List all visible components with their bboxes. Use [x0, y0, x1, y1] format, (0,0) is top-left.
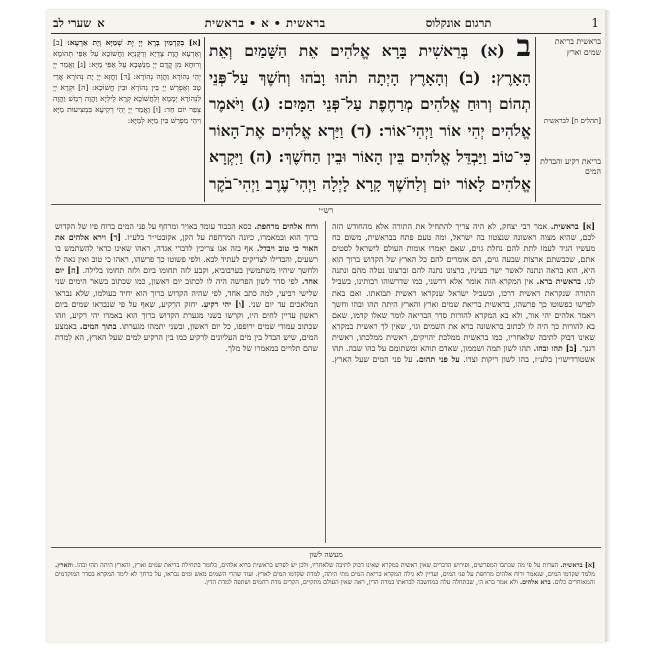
rashi-paragraph: אף בזה אנו צריכין לדברי אגדה, ראהו שאינו כדאי להשתמש בו רשעים, והבדילו לצדיקים לעתיד לבא. ולפי פשוטו כך פרשהו, ראהו כי טוב ואין נאה לו ולחשך שיהיו משתמשין בערבוביא, וקבע לזה תחומו ביום ולזה תחומו בלילה. [55, 244, 319, 276]
rashi-heading: בתוך המים. [79, 321, 117, 331]
verses-body: (א) בְּרֵאשִׁית בָּרָא אֱלֹהִים אֵת הַשָּׁמַיִם וְאֵת הָאָרֶץ: (ב) וְהָאָרֶץ הָיְתָה תֹהוּ וָבֹהוּ וְחֹשֶׁךְ עַל־פְּנֵי תְהוֹם וְרוּחַ אֱלֹהִים מְרַחֶפֶת עַל־פְּנֵי הַמָּיִם: (ג) וַיֹּאמֶר אֱלֹהִים יְהִי אוֹר וַיְהִי־אוֹר: (ד) וַיַּרְא אֱלֹהִים אֶת־הָאוֹר כִּי־טוֹב וַיַּבְדֵּל אֱלֹהִים בֵּין הָאוֹר וּבֵין הַחֹשֶׁךְ: (ה) וַיִּקְרָא אֱלֹהִים לָאוֹר יוֹם וְלַחֹשֶׁךְ קָרָא לָיְלָה וַיְהִי־עֶרֶב וַיְהִי־בֹקֶר [209, 41, 531, 193]
rashi-heading: ורוח אלהים מרחפת. [254, 222, 318, 231]
header-rule [51, 33, 601, 34]
bottom-commentary [55, 562, 595, 638]
rashi-paragraph: תהו לשון תמה ושממון, שאדם תוהא ומשתומם על בהו שבה. תהו אשטורדישו״ן בלע״ז, בהו לשון ריקות וצדו. [332, 344, 595, 365]
bottom-heading: [א] בראשית. [560, 562, 595, 569]
rashi-paragraph: כסא הכבוד עומד באויר ומרחף על פני המים ברוח פיו של הקדוש ברוך הוא ובמאמרו, כיונה המרחפת על הקן, אקובטי״ר בלע״ז. [55, 222, 318, 243]
rashi-title: רש״י [318, 206, 334, 215]
rashi-heading: בראשית ברא. [536, 277, 581, 287]
page-header [47, 13, 605, 33]
margin-note: בריאת רקיע והבדלת המים [540, 156, 601, 176]
rashi-paragraph: לפי סדר לשון הפרשה היה לו לכתוב יום ראשון, כמו שכתוב בשאר הימים שני שלישי רביעי, למה כתב אחד, לפי שהיה הקדוש ברוך הוא יחיד בעולמו, שלא נבראו המלאכים עד יום שני. [55, 277, 318, 309]
rashi-heading: על פני תהום. [416, 355, 460, 365]
running-head: בראשית • א • בראשית [204, 16, 326, 30]
page-number: 1 [591, 16, 599, 30]
rashi-heading: [א] בראשית. [550, 222, 595, 231]
bottom-commentary-title: מעשה לשון [309, 550, 343, 559]
torah-text [209, 37, 531, 199]
bottom-paragraph: מלמד שקדמו המים, שנאמר ורוח אלהים מרחפת על פני המים, ועדיין לא גילה המקרא בריאת המים מתי היתה, למדת שקדמו המים לארץ. ועוד שהרי השמים מאש ומים נבראו, על כרחך לא לימד המקרא בסדר המוקדמים והמאוחרים כלום. [55, 570, 595, 587]
parsha-letter: א [97, 16, 105, 30]
margin-notes [539, 37, 601, 202]
bottom-rule [51, 547, 601, 548]
targum-column [53, 37, 201, 202]
rashi-heading: [ד] וירא אלהים את האור כי טוב ויבדל. [55, 233, 318, 254]
right-title: שערי לב [53, 16, 92, 30]
bottom-heading: ברא אלהים. [519, 579, 551, 587]
rashi-heading: [ב] תהו ובהו. [533, 344, 577, 354]
page [47, 10, 605, 642]
rashi-paragraph: באמצע המים, שיש הבדל בין מים העליונים לרקיע כמו בין הרקיע למים שעל הארץ, הא למדת שהם תלויים במאמרו של מלך. [55, 321, 318, 354]
rashi-paragraph: אמר רבי יצחק, לא היה צריך להתחיל את התורה אלא מהחודש הזה לכם, שהיא מצוה ראשונה שנצטוו בה ישראל, ומה טעם פתח בבראשית, משום כח מעשיו הגיד לעמו לתת להם נחלת גוים, שאם יאמרו אומות העולם לישראל לסטים אתם, שכבשתם ארצות שבעה גוים, הם אומרים להם כל הארץ של הקדוש ברוך הוא היא, הוא בראה ונתנה לאשר ישר בעיניו, ברצונו נתנה להם וברצונו נטלה מהם ונתנה לנו. [332, 222, 595, 287]
rashi-heading: [ה] יום אחד. [55, 266, 318, 287]
targum-title: תרגום אונקלוס [425, 16, 492, 30]
targum-verse-1: [א] בְּקַדְמִין בְּרָא יְיָ יָת שְׁמַיָּא וְיָת אַרְעָא: [67, 38, 201, 47]
bottom-heading: והארץ. [55, 562, 73, 569]
margin-divider [535, 37, 536, 202]
column-divider [204, 37, 205, 202]
page-spine-shadow [605, 10, 611, 642]
margin-note: בראשית בריאת שמים וארץ [554, 37, 601, 57]
rashi-commentary [55, 221, 595, 543]
rashi-paragraph: על פני המים שעל הארץ. [332, 355, 413, 365]
rashi-paragraph: אין המקרא הזה אומר אלא דרשני, כמו שדרשוהו רבותינו, בשביל התורה שנקראת ראשית דרכו, ובשביל ישראל שנקראו ראשית תבואתו. ואם באת לפרשו כפשוטו כך פרשהו, בראשית בריאת שמים וארץ והארץ היתה תהו ובהו וחשך ויאמר אלהים יהי אור, ולא בא המקרא להורות סדר הבריאה לומר שאלו קדמו, שאם בא להורות כך היה לו לכתוב בראשונה ברא את השמים וגו׳, שאין לך ראשית במקרא שאינו דבוק לתיבה שלאחריו, כמו בראשית ממלכת יהויקים, ראשית ממלכתו, ראשית דגנך. [332, 277, 595, 354]
rashi-top-rule [51, 204, 601, 205]
bottom-paragraph: הערות על פי מה שכתבו המפרשים, ופירוש הדברים שאין ראשית במקרא שאינו דבוק לתיבה שלאחריו, ולכן יש לפרש בראשית ברוא אלהים, כלומר בתחילת בריאת שמים וארץ, והארץ היתה תהו ובהו. [74, 562, 559, 569]
rashi-paragraph: יחזק הרקיע, שאף על פי שנבראו שמים ביום ראשון עדיין לחים היו, וקרשו בשני מגערת הקדוש ברוך הוא באמרו יהי רקיע, וזהו שכתוב עמודי שמים ירופפו, כל יום ראשון, ובשני יתמהו מגערתו. [55, 299, 318, 331]
rashi-heading: [ו] יהי רקיע. [201, 299, 245, 309]
bottom-paragraph: ולא אמר ברא ה׳, שבתחלה עלה במחשבה לבראתו במדת הדין, ראה שאין העולם מתקיים, הקדים מדת רחמים ושתפה למדת הדין. [204, 579, 518, 587]
drop-cap: ב [516, 37, 531, 64]
targum-text: [ב] וְאַרְעָא הֲוָת צָדְיָא וְרֵקָנְיָא וַחֲשׁוֹכָא עַל אַפֵּי תְהוֹמָא וְרוּחָא מִן קֳדָם יְיָ מְנַשְּׁבָא עַל אַפֵּי מַיָּא: [ג] וַאֲמַר יְיָ יְהֵי נְהוֹרָא וַהֲוָה נְהוֹרָא: [ד] וַחֲזָא יְיָ יָת נְהוֹרָא אֲרֵי טָב וְאַפְרֵשׁ יְיָ בֵּין נְהוֹרָא וּבֵין חֲשׁוֹכָא: [ה] וּקְרָא יְיָ לִנְהוֹרָא יְמָמָא וְלַחֲשׁוֹכָא קְרָא לֵילְיָא וַהֲוָה רְמַשׁ וַהֲוָה צְפַר יוֹם חַד: [ו] וַאֲמַר יְיָ יְהֵי רְקִיעָא בִּמְצִיעוּת מַיָּא וִיהֵי מַפְרֵשׁ בֵּין מַיָּא לְמַיָּא: [53, 38, 201, 126]
margin-ref: [תהלים ח] לבראשית [543, 117, 601, 125]
header-right-group [53, 16, 105, 30]
